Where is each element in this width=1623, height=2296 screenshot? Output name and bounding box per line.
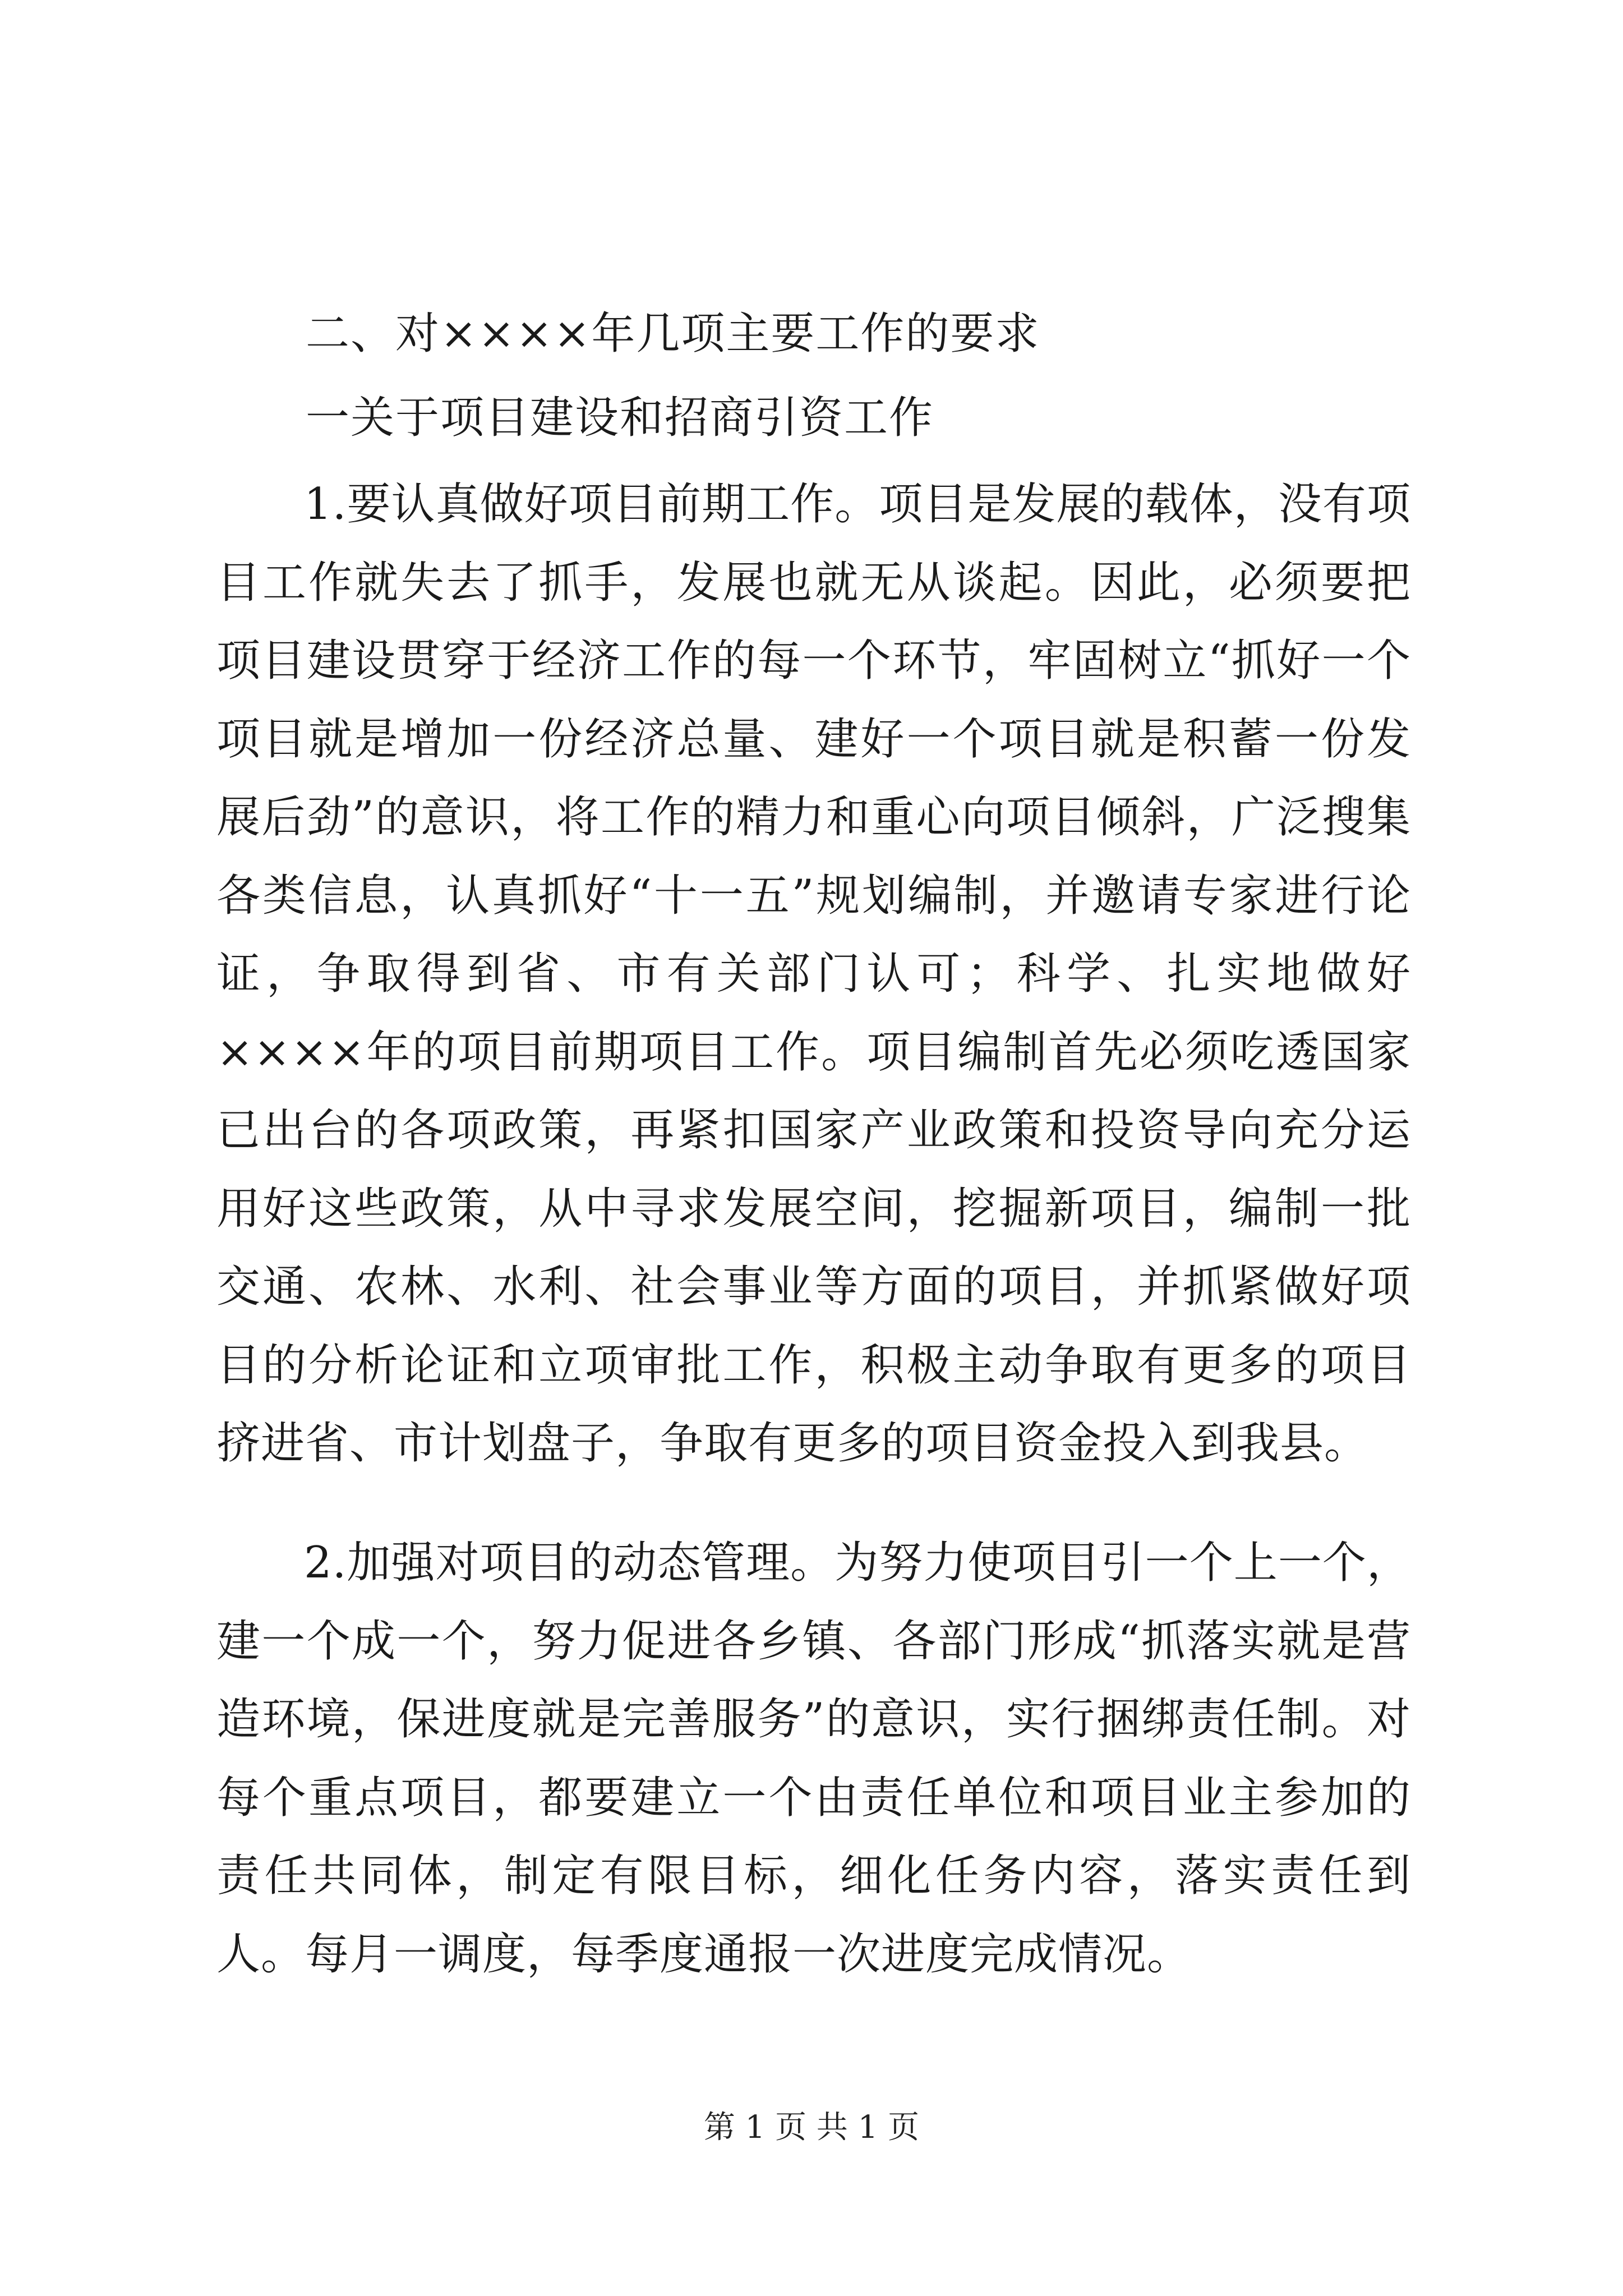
section-heading: 二、对××××年几项主要工作的要求	[306, 309, 1040, 359]
paragraph-dynamic-management: 2.加强对项目的动态管理。为努力使项目引一个上一个，建一个成一个，努力促进各乡镇、各部门形成“抓落实就是营造环境，保进度就是完善服务”的意识，实行捆绑责任制。对每个重点项目，都要建立一个由责任单位和项目业主参加的责任共同体，制定有限目标，细化任务内容，落实责任到人。每月一调度，每季度通报一次进度完成情况。	[216, 1538, 1411, 1980]
paragraph-project-preparation: 1.要认真做好项目前期工作。项目是发展的载体，没有项目工作就失去了抓手，发展也就无从谈起。因此，必须要把项目建设贯穿于经济工作的每一个环节，牢固树立“抓好一个项目就是增加一份经济总量、建好一个项目就是积蓄一份发展后劲”的意识，将工作的精力和重心向项目倾斜，广泛搜集各类信息，认真抓好“十一五”规划编制，并邀请专家进行论证，争取得到省、市有关部门认可；科学、扎实地做好××××年的项目前期项目工作。项目编制首先必须吃透国家已出台的各项政策，再紧扣国家产业政策和投资导向充分运用好这些政策，从中寻求发展空间，挖掘新项目，编制一批交通、农林、水利、社会事业等方面的项目，并抓紧做好项目的分析论证和立项审批工作，积极主动争取有更多的项目挤进省、市计划盘子，争取有更多的项目资金投入到我县。	[216, 479, 1411, 1469]
page-footer: 第 1 页 共 1 页	[703, 2109, 920, 2146]
subsection-heading: 一关于项目建设和招商引资工作	[306, 393, 934, 443]
